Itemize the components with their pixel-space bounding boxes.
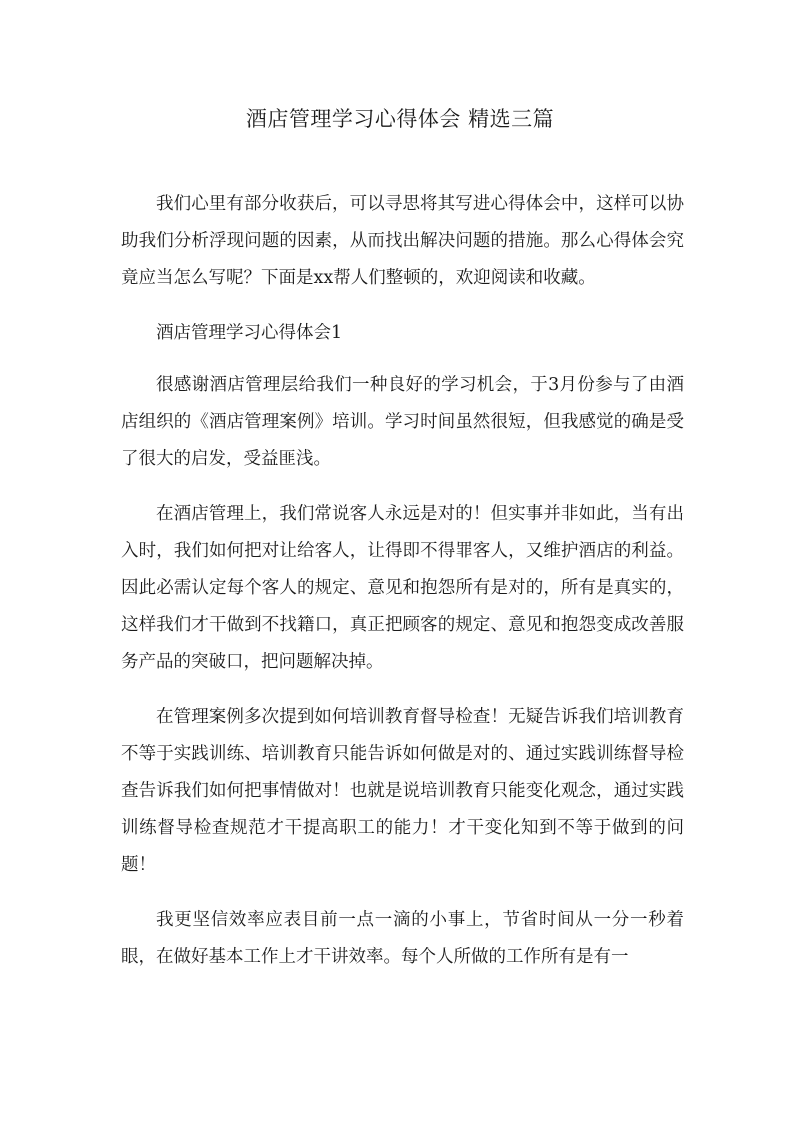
document-title: 酒店管理学习心得体会 精选三篇 [245, 107, 555, 131]
section-heading: 酒店管理学习心得体会1 [156, 323, 343, 343]
document-body [121, 186, 684, 994]
body-paragraph: 在酒店管理上，我们常说客人永远是对的！但实事并非如此，当有出入时，我们如何把对让给客人，让得即不得罪客人，又维护酒店的利益。因此必需认定每个客人的规定、意见和抱怨所有是对的，所有是真实的，这样我们才干做到不找籍口，真正把顾客的规定、意见和抱怨变成改善服务产品的突破口，把问题解决掉。 [121, 504, 684, 672]
body-paragraph: 很感谢酒店管理层给我们一种良好的学习机会，于3月份参与了由酒店组织的《酒店管理案例》培训。学习时间虽然很短，但我感觉的确是受了很大的启发，受益匪浅。 [121, 375, 684, 469]
intro-paragraph: 我们心里有部分收获后，可以寻思将其写进心得体会中，这样可以协助我们分析浮现问题的因素，从而找出解决问题的措施。那么心得体会究竟应当怎么写呢？下面是xx帮人们整顿的，欢迎阅读和收藏。 [121, 194, 684, 288]
body-paragraph: 在管理案例多次提到如何培训教育督导检查！无疑告诉我们培训教育不等于实践训练、培训教育只能告诉如何做是对的、通过实践训练督导检查告诉我们如何把事情做对！也就是说培训教育只能变化观念，通过实践训练督导检查规范才干提高职工的能力！才干变化知到不等于做到的问题！ [121, 707, 684, 875]
body-paragraph: 我更坚信效率应表目前一点一滴的小事上，节省时间从一分一秒着眼，在做好基本工作上才干讲效率。每个人所做的工作所有是有一 [121, 910, 684, 967]
